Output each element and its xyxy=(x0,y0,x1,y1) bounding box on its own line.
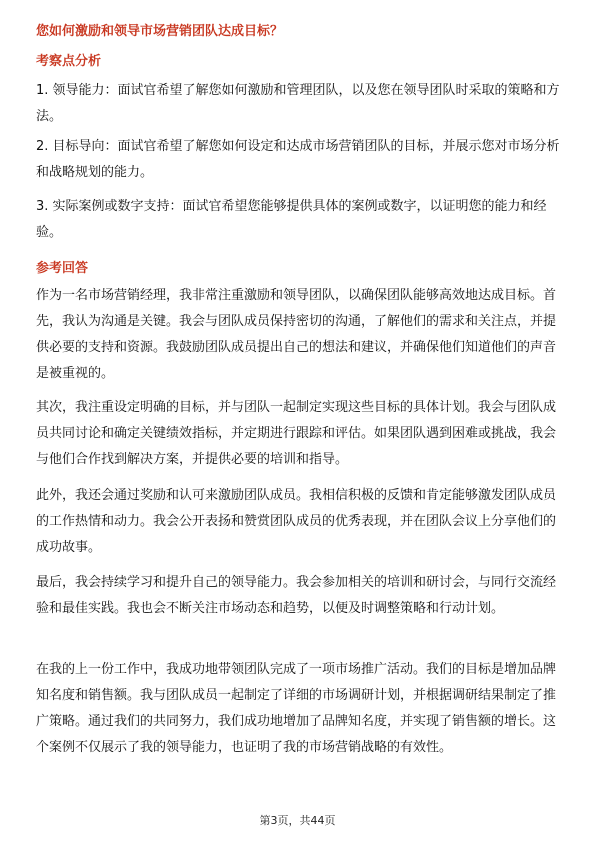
answer-heading: 参考回答 xyxy=(36,261,89,276)
answer-paragraph: 最后，我会持续学习和提升自己的领导能力。我会参加相关的培训和研讨会，与同行交流经验和最佳实践。我也会不断关注市场动态和趋势，以便及时调整策略和行动计划。 xyxy=(36,575,557,616)
page-number-footer: 第3页，共44页 xyxy=(259,814,336,827)
analysis-heading: 考察点分析 xyxy=(36,54,102,69)
analysis-item: 3. 实际案例或数字支持：面试官希望您能够提供具体的案例或数字，以证明您的能力和经验。 xyxy=(36,199,547,240)
analysis-item: 2. 目标导向：面试官希望了解您如何设定和达成市场营销团队的目标，并展示您对市场分析和战略规划的能力。 xyxy=(36,139,560,180)
analysis-item: 1. 领导能力：面试官希望了解您如何激励和管理团队，以及您在领导团队时采取的策略和方法。 xyxy=(36,83,560,124)
answer-paragraph: 此外，我还会通过奖励和认可来激励团队成员。我相信积极的反馈和肯定能够激发团队成员的工作热情和动力。我会公开表扬和赞赏团队成员的优秀表现，并在团队会议上分享他们的成功故事。 xyxy=(36,488,557,555)
question-heading: 您如何激励和领导市场营销团队达成目标？ xyxy=(36,24,284,39)
answer-paragraph: 其次，我注重设定明确的目标，并与团队一起制定实现这些目标的具体计划。我会与团队成员共同讨论和确定关键绩效指标，并定期进行跟踪和评估。如果团队遇到困难或挑战，我会与他们合作找到解决方案，并提供必要的培训和指导。 xyxy=(36,400,557,467)
answer-paragraph: 在我的上一份工作中，我成功地带领团队完成了一项市场推广活动。我们的目标是增加品牌知名度和销售额。我与团队成员一起制定了详细的市场调研计划，并根据调研结果制定了推广策略。通过我们的共同努力，我们成功地增加了品牌知名度，并实现了销售额的增长。这个案例不仅展示了我的领导能力，也证明了我的市场营销战略的有效性。 xyxy=(36,662,557,755)
answer-paragraph: 作为一名市场营销经理，我非常注重激励和领导团队，以确保团队能够高效地达成目标。首先，我认为沟通是关键。我会与团队成员保持密切的沟通，了解他们的需求和关注点，并提供必要的支持和资源。我鼓励团队成员提出自己的想法和建议，并确保他们知道他们的声音是被重视的。 xyxy=(36,288,557,381)
